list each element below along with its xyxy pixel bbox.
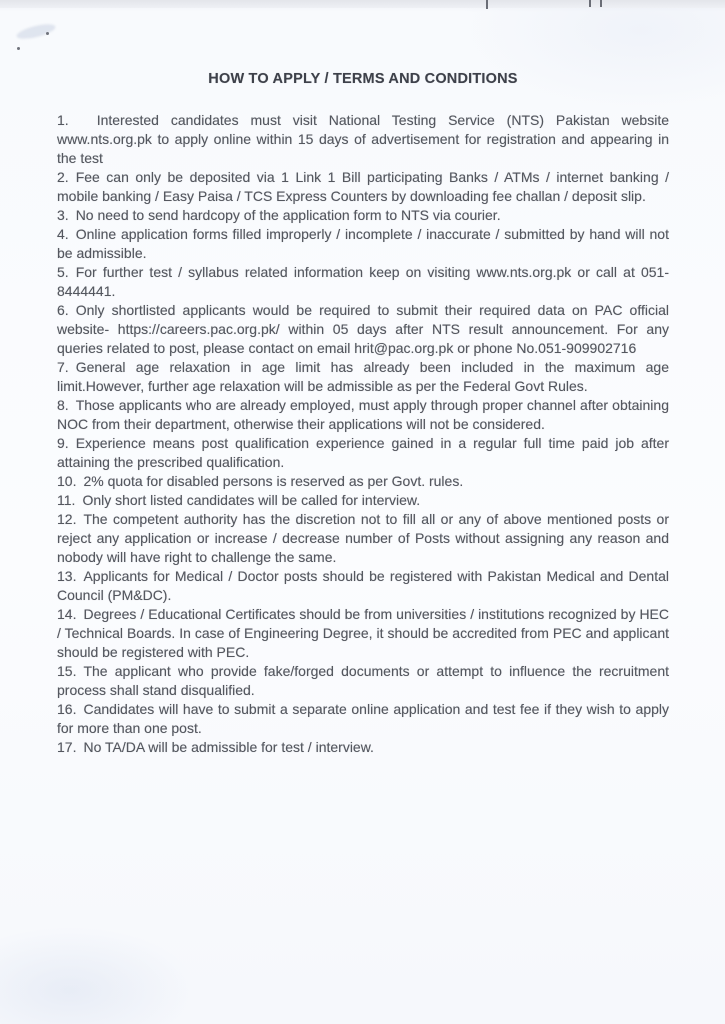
item-number: 17. [57, 739, 77, 755]
terms-item [57, 434, 669, 472]
item-text: No need to send hardcopy of the application form to NTS via courier. [75, 207, 501, 223]
item-text: General age relaxation in age limit has already been included in the maximum age limit.However, further age relaxation will be admissible as per the Federal Govt Rules. [57, 359, 669, 394]
scan-edge-strip [0, 0, 725, 8]
item-number: 4. [57, 226, 69, 242]
item-number: 15. [57, 663, 77, 679]
item-text: The competent authority has the discretion not to fill all or any of above mentioned posts or reject any application or increase / decrease number of Posts without assigning any reason and nobody will have right to challenge the same. [57, 511, 669, 565]
item-number: 11. [57, 492, 76, 508]
item-text: For further test / syllabus related information keep on visiting www.nts.org.pk or call at 051-8444441. [57, 264, 669, 299]
smudge-mark [15, 21, 56, 41]
item-number: 13. [57, 568, 77, 584]
item-text: Experience means post qualification experience gained in a regular full time paid job after attaining the prescribed qualification. [57, 435, 669, 470]
terms-item [57, 738, 669, 757]
item-text: Online application forms filled improperly / incomplete / inaccurate / submitted by hand will not be admissible. [57, 226, 669, 261]
terms-item [57, 111, 669, 168]
terms-item [57, 206, 669, 225]
item-number: 10. [57, 473, 77, 489]
terms-item [57, 301, 669, 358]
item-number: 1. [57, 112, 69, 128]
scan-artifact-tick [600, 0, 602, 7]
terms-item [57, 225, 669, 263]
terms-document [57, 70, 669, 757]
item-number: 12. [57, 511, 77, 527]
item-text: The applicant who provide fake/forged documents or attempt to influence the recruitment process shall stand disqualified. [57, 663, 669, 698]
item-number: 14. [57, 606, 77, 622]
document-title: HOW TO APPLY / TERMS AND CONDITIONS [208, 71, 518, 87]
item-text: Only shortlisted applicants would be required to submit their required data on PAC official website- https://careers.pac.org.pk/ within 05 days after NTS result announcement. For any queries related to post, please contact on email hrit@pac.org.pk or phone No.051-909902716 [57, 302, 669, 356]
item-text: No TA/DA will be admissible for test / interview. [83, 739, 374, 755]
item-text: Those applicants who are already employed, must apply through proper channel after obtaining NOC from their department, otherwise their applications will not be considered. [57, 397, 669, 432]
item-number: 5. [57, 264, 69, 280]
terms-item [57, 396, 669, 434]
terms-item [57, 491, 669, 510]
item-text: Fee can only be deposited via 1 Link 1 Bill participating Banks / ATMs / internet banking / mobile banking / Easy Paisa / TCS Express Counters by downloading fee challan / deposit slip. [57, 169, 669, 204]
terms-item [57, 358, 669, 396]
scan-artifact-tick [589, 0, 591, 7]
speck [46, 32, 49, 35]
item-text: Only short listed candidates will be called for interview. [82, 492, 421, 508]
item-number: 7. [57, 359, 69, 375]
item-text: 2% quota for disabled persons is reserved as per Govt. rules. [83, 473, 464, 489]
terms-item [57, 263, 669, 301]
terms-item [57, 662, 669, 700]
item-number: 8. [57, 397, 69, 413]
item-text: Degrees / Educational Certificates should be from universities / institutions recognized by HEC / Technical Boards. In case of Engineering Degree, it should be accredited from PEC and applicant should be registered with PEC. [57, 606, 669, 660]
scan-artifact-tick [486, 0, 488, 9]
item-number: 16. [57, 701, 77, 717]
item-number: 2. [57, 169, 69, 185]
terms-item [57, 567, 669, 605]
item-number: 3. [57, 207, 69, 223]
terms-item [57, 605, 669, 662]
item-number: 6. [57, 302, 69, 318]
terms-item [57, 168, 669, 206]
terms-item [57, 472, 669, 491]
terms-item [57, 700, 669, 738]
item-text: Applicants for Medical / Doctor posts should be registered with Pakistan Medical and Dental Council (PM&DC). [57, 568, 669, 603]
item-text: Interested candidates must visit National Testing Service (NTS) Pakistan website www.nts.org.pk to apply online within 15 days of advertisement for registration and appearing in the test [57, 112, 669, 166]
speck [17, 47, 20, 50]
item-text: Candidates will have to submit a separate online application and test fee if they wish to apply for more than one post. [57, 701, 669, 736]
terms-item [57, 510, 669, 567]
item-number: 9. [57, 435, 69, 451]
